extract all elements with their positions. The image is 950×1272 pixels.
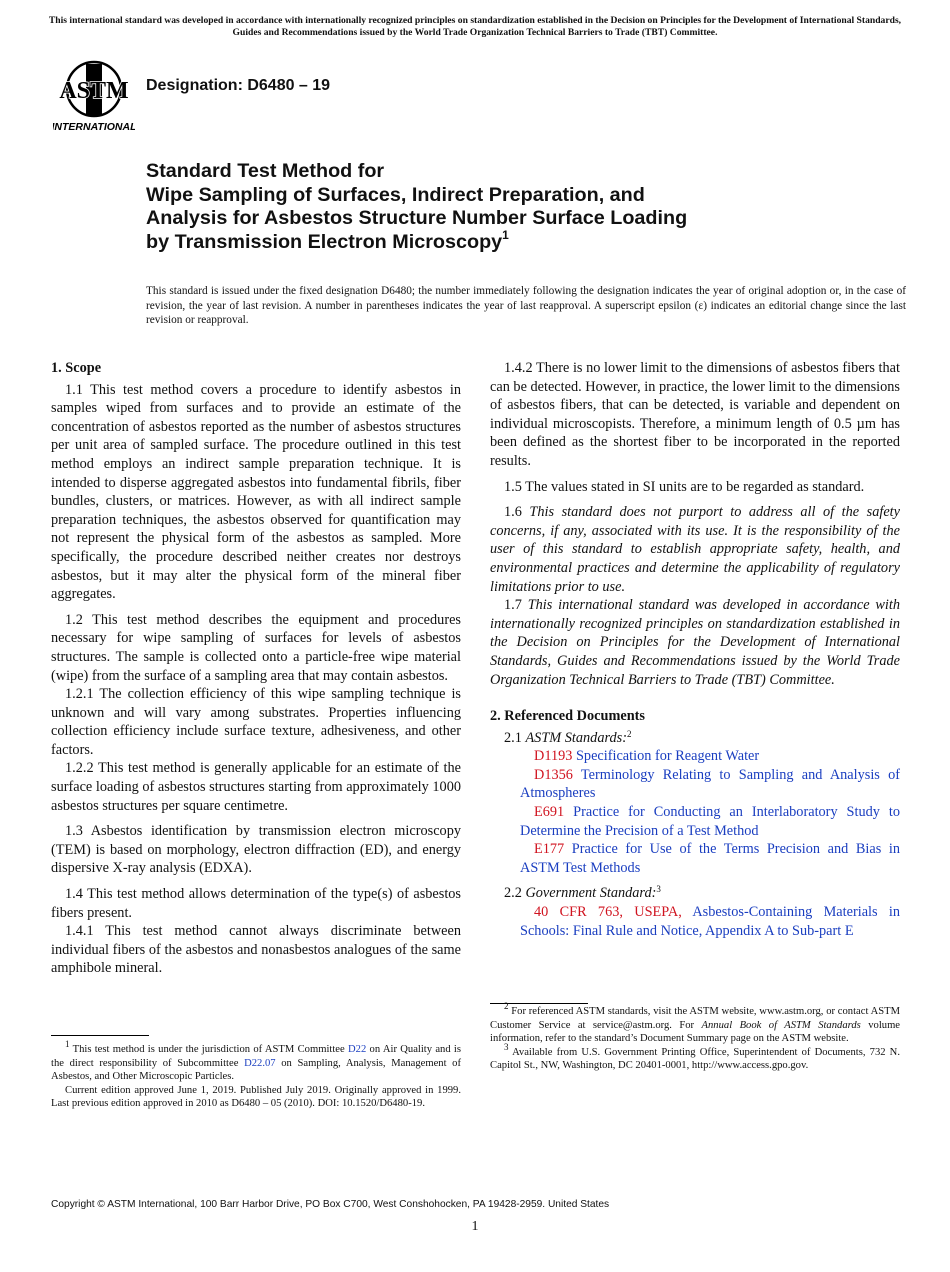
designation: Designation: D6480 – 19: [146, 77, 331, 94]
document-title: [146, 160, 846, 254]
logo-wordmark: ASTM: [59, 78, 129, 104]
government-standard-footnote-mark: 3: [656, 884, 661, 895]
section-1-2-2: 1.2.2 This test method is generally applicable for an estimate of the surface loading of asbestos structures starting from approximately 1000 asbestos structures per square centimetre.: [51, 760, 461, 814]
reference-40-cfr-763[interactable]: [490, 903, 900, 940]
logo-caption: INTERNATIONAL: [53, 121, 135, 133]
section-1-6-text: This standard does not purport to address all of the safety concerns, if any, associated with its use. It is the responsibility of the user of this standard to establish appropriate safety, health, and environmental practices and determine the applicability of regulatory limitations prior to use.: [490, 504, 900, 595]
reference-code[interactable]: E691: [534, 804, 565, 821]
section-1-2: 1.2 This test method describes the equipment and procedures necessary for wipe sampling of surfaces for levels of asbestos structures. The sample is collected onto a particle-free wipe material (wipe) from the surface of a sampling area that may contain asbestos.: [51, 611, 461, 684]
astm-standards-footnote-mark: 2: [627, 728, 632, 739]
section-1-7-text: This international standard was developed in accordance with internationally recognized principles on standardization established in the Decision on Principles for the Development of International Standards, Guides and Recommendations issued by the World Trade Organization Technical Barriers to Trade (TBT) Committee.: [490, 597, 901, 688]
section-1-2-1: 1.2.1 The collection efficiency of this wipe sampling technique is unknown and will vary among substrates. Properties influencing collection efficiency include surface texture, adhesiveness, and other factors.: [51, 686, 461, 758]
section-1-5: 1.5 The values stated in SI units are to be regarded as standard.: [504, 478, 865, 495]
title-line-3: Analysis for Asbestos Structure Number Surface Loading: [146, 207, 688, 230]
wto-notice: This international standard was developed in accordance with internationally recognized principles on standardization established in the Decision on Principles for the Development of International Standards, Guides and Recommendations issued by the World Trade Organization Technical Barriers to Trade (TBT) Committee.: [48, 15, 902, 38]
footnotes-left: [51, 1039, 462, 1111]
reference-title[interactable]: Practice for Conducting an Interlaboratory Study to Determine the Precision of a Test Method: [520, 804, 900, 839]
committee-d22-link[interactable]: D22: [348, 1044, 367, 1055]
footnote-2-text-b: volume information, refer to the standard’s Document Summary page on the ASTM website.: [490, 1019, 901, 1045]
footnote-2-italic: Annual Book of ASTM Standards: [701, 1019, 861, 1031]
section-1-3: 1.3 Asbestos identification by transmission electron microscopy (TEM) is based on morphology, electron diffraction (ED), and energy dispersive X-ray analysis (EDXA).: [51, 823, 461, 877]
reference-e691[interactable]: [490, 803, 900, 840]
section-1-4-1: 1.4.1 This test method cannot always discriminate between individual fibers of the asbestos and nonasbestos analogues of the same amphibole mineral.: [51, 923, 461, 977]
footnote-2-text-a: For referenced ASTM standards, visit the ASTM website, www.astm.org, or contact ASTM Customer Service at service@astm.org. For: [490, 1006, 900, 1031]
astm-logo: [53, 58, 135, 134]
section-1-7-number: 1.7: [504, 597, 522, 614]
reference-title[interactable]: Terminology Relating to Sampling and Analysis of Atmospheres: [520, 766, 900, 802]
footnote-rule-left: [51, 1035, 149, 1036]
section-1-6: [490, 503, 900, 596]
reference-code[interactable]: E177: [534, 841, 565, 858]
section-1-4-2: 1.4.2 There is no lower limit to the dimensions of asbestos fibers that can be detected. However, in practice, the lower limit to the dimensions of asbestos fibers, that can be detected, is variable and dependent on individual microscopists. Therefore, a minimum length of 0.5 µm has been defined as the shortest fiber to be incorporated in the reported results.: [490, 360, 900, 469]
scope-heading: 1. Scope: [51, 360, 102, 376]
reference-code[interactable]: D1356: [534, 766, 573, 783]
government-standard-number: 2.2: [504, 885, 522, 902]
reference-code[interactable]: 40 CFR 763, USEPA,: [534, 904, 682, 921]
section-1-6-number: 1.6: [504, 504, 522, 521]
astm-logo-mark: [53, 58, 135, 134]
title-line-4: by Transmission Electron Microscopy: [146, 230, 503, 253]
government-standard-subheading: [490, 884, 900, 903]
footnote-1-edition: Current edition approved June 1, 2019. Published July 2019. Originally approved in 1999. Last previous edition approved in 2010 as D6480 – 05 (2010). DOI: 10.1520/D6480-19.: [51, 1084, 461, 1110]
footnote-2: [490, 1001, 901, 1046]
issued-statement: This standard is issued under the fixed designation D6480; the number immediately following the designation indicates the year of original adoption or, in the case of revision, the year of last revision. A number in parentheses indicates the year of last reapproval. A superscript epsilon (ε) indicates an editorial change since the last revision or reapproval.: [146, 285, 906, 327]
section-1-7: [490, 596, 900, 689]
astm-standards-label: ASTM Standards:: [525, 729, 627, 746]
reference-e177[interactable]: [490, 840, 900, 877]
reference-title[interactable]: Specification for Reagent Water: [575, 748, 760, 765]
copyright-line: Copyright © ASTM International, 100 Barr Harbor Drive, PO Box C700, West Conshohocken, PA 19428-2959. United States: [51, 1199, 610, 1210]
footnote-3: [490, 1041, 900, 1073]
footnote-1: [51, 1039, 462, 1084]
reference-title[interactable]: Practice for Use of the Terms Precision and Bias in ASTM Test Methods: [520, 841, 900, 876]
astm-standards-number: 2.1: [504, 729, 522, 746]
footnote-1-text-c: on Sampling, Analysis, Management of Asbestos, and Other Microscopic Particles.: [51, 1057, 462, 1083]
footnote-3-text: Available from U.S. Government Printing Office, Superintendent of Documents, 732 N. Capitol St., NW, Washington, DC 20401-0001, http://www.access.gpo.gov.: [490, 1046, 900, 1072]
reference-d1193[interactable]: [490, 747, 900, 766]
right-column: [490, 359, 900, 940]
subcommittee-d22-07-link[interactable]: D22.07: [244, 1057, 276, 1069]
government-standard-label: Government Standard:: [525, 885, 657, 902]
title-footnote-mark: 1: [502, 227, 509, 242]
footnote-1-text-a: This test method is under the jurisdiction of ASTM Committee: [72, 1044, 345, 1055]
footnote-1-text-b: on Air Quality and is the direct responsibility of Subcommittee: [51, 1044, 461, 1069]
footnotes-right: [490, 1001, 901, 1073]
footnote-3-mark: 3: [504, 1041, 509, 1052]
footnote-1-mark: 1: [65, 1039, 70, 1049]
astm-standards-subheading: [490, 729, 900, 748]
section-1-4: 1.4 This test method allows determination of the type(s) of asbestos fibers present.: [51, 886, 461, 921]
reference-d1356[interactable]: [490, 766, 900, 803]
section-1-1: 1.1 This test method covers a procedure to identify asbestos in samples wiped from surfaces and to provide an estimate of the concentration of asbestos reported as the number of asbestos structures per unit area of sampled surface. The procedure outlined in this test method employs an indirect sample preparation technique. It is intended to disperse aggregated asbestos into fundamental fibrils, fiber bundles, clusters, or matrices. However, as with all indirect sample preparation techniques, the asbestos observed for quantification may not represent the physical form of the asbestos as sampled. More specifically, the procedure described neither creates nor destroys asbestos, but it may alter the physical form of the mineral fiber aggregates.: [51, 381, 461, 603]
title-line-2: Wipe Sampling of Surfaces, Indirect Preparation, and: [146, 183, 645, 206]
reference-code[interactable]: D1193: [534, 748, 573, 765]
footnote-2-mark: 2: [504, 1001, 509, 1011]
page-number: 1: [471, 1219, 479, 1234]
referenced-documents-heading: 2. Referenced Documents: [490, 708, 645, 725]
left-column: [51, 359, 461, 978]
reference-title[interactable]: Asbestos-Containing Materials in Schools: Final Rule and Notice, Appendix A to Sub-part E: [520, 904, 900, 939]
title-line-1: Standard Test Method for: [146, 160, 385, 182]
